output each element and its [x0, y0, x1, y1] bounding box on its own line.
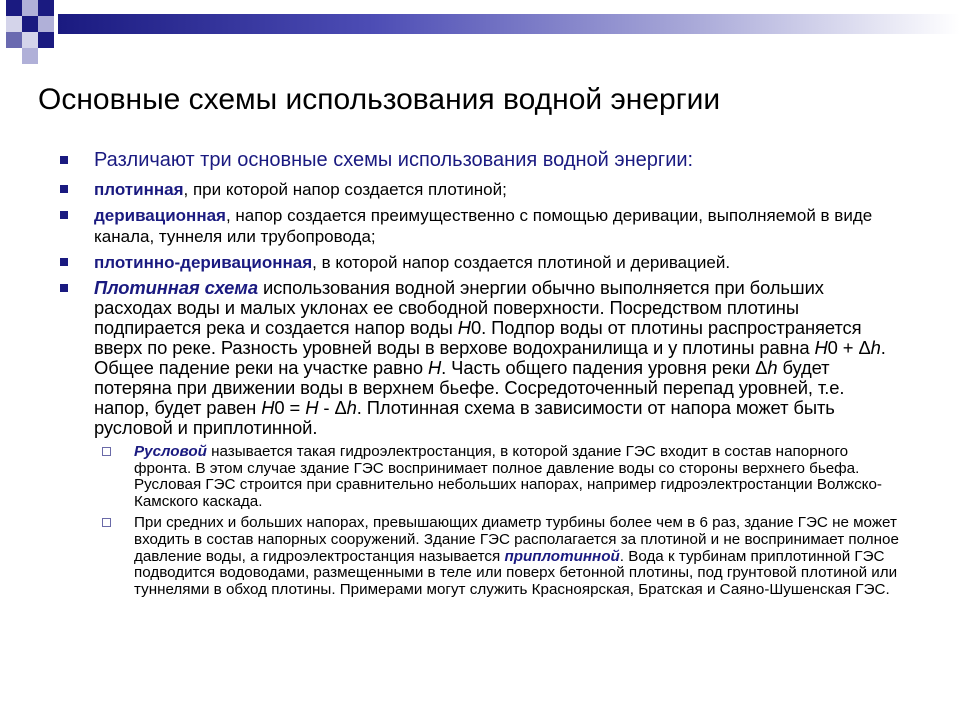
channel-text: называется такая гидроэлектростанция, в которой здание ГЭС входит в состав напорного фронта. В этом случае здание ГЭС воспринимает полное давление воды со стороны верхнего бьефа. Русловая ГЭС строится при сравнительно небольших напорах, например гидроэлектростанции Волжско-Камского каскада. — [134, 443, 882, 510]
term-derivation: деривационная — [94, 206, 226, 225]
term-channel: Русловой — [134, 443, 207, 460]
hollow-square-bullet-icon — [102, 447, 111, 456]
dam-scheme-text: 0. Подпор воды от плотины распространяется вверх по реке. Разность уровней воды в верхове водохранилища и у плотины равна — [94, 317, 862, 358]
hollow-square-bullet-icon — [102, 518, 111, 527]
dam-scheme-text: - Δ — [318, 397, 347, 418]
dam-scheme-text: . Общее падение реки на участке равно — [94, 337, 886, 378]
header-gradient-bar — [58, 14, 960, 34]
list-item-dam-scheme — [60, 278, 900, 438]
var-h: H — [305, 397, 319, 418]
dam-scheme-text: будет потеряна при движении воды в верхнем бьефе. Сосредоточенный перепад уровней, т.е. напор, будет равен — [94, 357, 845, 418]
sub-list-item-near-dam — [102, 515, 900, 598]
slide-content — [60, 148, 900, 603]
decor-square — [38, 16, 54, 32]
dam-scheme-text: . Часть общего падения уровня реки Δ — [441, 357, 768, 378]
dam-scheme-text: . Плотинная схема в зависимости от напора может быть русловой и приплотинной. — [94, 397, 835, 438]
decor-square — [22, 48, 38, 64]
derivation-text: , напор создается преимущественно с помощью деривации, выполняемой в виде канала, туннеля или трубопровода; — [94, 206, 873, 246]
square-bullet-icon — [60, 284, 68, 292]
term-dam-scheme: Плотинная схема — [94, 277, 258, 298]
decor-square — [22, 32, 38, 48]
var-h: H — [814, 337, 828, 358]
near-dam-text: . Вода к турбинам приплотинной ГЭС подводится водоводами, размещенными в теле или поверх бетонной плотины, под грунтовой плотиной или туннелями в обход плотины. Примерами могут служить Красноярская, Братская и Саяно-Шушенская ГЭС. — [134, 547, 898, 598]
var-h: H — [261, 397, 275, 418]
term-dam-derivation: плотинно-деривационная — [94, 253, 313, 272]
decor-square — [38, 32, 54, 48]
dam-derivation-text: , в которой напор создается плотиной и деривацией. — [312, 253, 731, 272]
var-h: h — [870, 337, 881, 358]
square-bullet-icon — [60, 156, 68, 164]
square-bullet-icon — [60, 211, 68, 219]
var-h: H — [427, 357, 442, 378]
square-bullet-icon — [60, 258, 68, 266]
dam-text: , при которой напор создается плотиной; — [183, 180, 507, 199]
var-h: h — [767, 357, 778, 378]
list-item-derivation — [60, 205, 900, 247]
dam-scheme-text: 0 = — [274, 397, 306, 418]
square-bullet-icon — [60, 185, 68, 193]
decor-square — [22, 16, 38, 32]
decor-square — [22, 0, 38, 16]
intro-text: Различают три основные схемы использования водной энергии: — [94, 149, 694, 171]
list-item-dam-derivation — [60, 252, 900, 273]
term-dam: плотинная — [94, 180, 184, 199]
decor-square — [6, 0, 22, 16]
page-title: Основные схемы использования водной энергии — [38, 83, 721, 116]
var-h: h — [346, 397, 357, 418]
sub-list-item-channel — [102, 444, 900, 510]
dam-scheme-text: 0 + Δ — [827, 337, 871, 358]
decor-square — [6, 16, 22, 32]
list-item-dam — [60, 179, 900, 200]
term-near-dam: приплотинной — [504, 547, 620, 565]
decor-square — [6, 32, 22, 48]
list-item-intro — [60, 148, 900, 172]
decor-square — [38, 0, 54, 16]
var-h: H — [457, 317, 471, 338]
near-dam-text: При средних и больших напорах, превышающих диаметр турбины более чем в 6 раз, здание ГЭС не может входить в состав напорных сооружений. Здание ГЭС располагается за плотиной и не воспринимает полное давление воды, а гидроэлектростанция называется — [134, 514, 899, 565]
dam-scheme-text: использования водной энергии обычно выполняется при больших расходах воды и малых уклонах ее свободной поверхности. Посредством плотины подпирается река и создается напор воды — [94, 277, 824, 338]
